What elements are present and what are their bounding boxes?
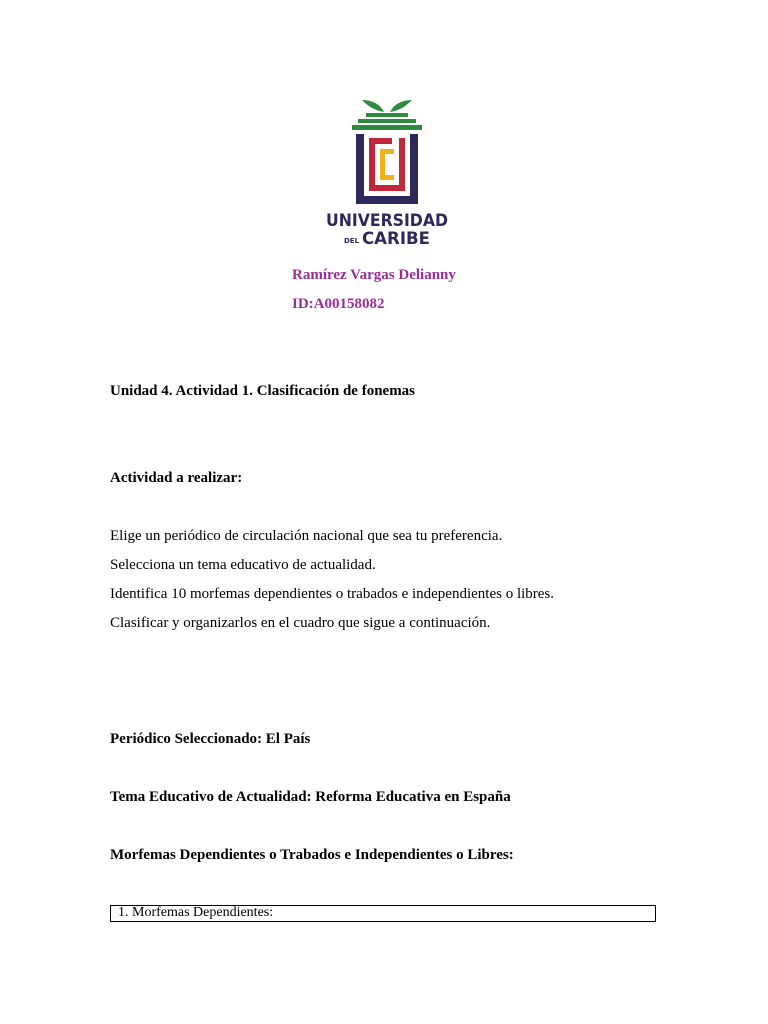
table-cell-dependent-morphemes: 1. Morfemas Dependientes: — [118, 905, 274, 920]
education-topic: Tema Educativo de Actualidad: Reforma Educativa en España — [110, 789, 511, 805]
author-name: Ramírez Vargas Delianny — [292, 267, 456, 283]
activity-heading: Actividad a realizar: — [110, 470, 243, 486]
instruction-line-2: Selecciona un tema educativo de actualidad. — [110, 557, 376, 573]
logo-roof-mid — [358, 119, 416, 123]
morphemes-table — [110, 905, 656, 922]
logo-leaf-left-icon — [362, 100, 384, 112]
logo-line1: UNIVERSIDAD — [326, 211, 448, 231]
instruction-line-4: Clasificar y organizarlos en el cuadro que sigue a continuación. — [110, 615, 491, 631]
newspaper-selected: Periódico Seleccionado: El País — [110, 731, 311, 747]
logo-line2-large: CARIBE — [362, 229, 430, 248]
author-id: ID:A00158082 — [292, 296, 385, 312]
instruction-line-3: Identifica 10 morfemas dependientes o trabados e independientes o libres. — [110, 586, 555, 602]
logo-c-yellow — [380, 149, 394, 180]
morphemes-heading: Morfemas Dependientes o Trabados e Independientes o Libres: — [110, 847, 514, 863]
logo-roof-top — [366, 113, 408, 117]
university-logo — [322, 98, 452, 248]
logo-leaf-right-icon — [390, 100, 412, 112]
logo-roof-bottom — [352, 125, 422, 130]
logo-frame-navy — [356, 134, 418, 204]
unit-title: Unidad 4. Actividad 1. Clasificación de fonemas — [110, 383, 416, 399]
logo-line2-small: DEL — [344, 237, 360, 245]
instruction-line-1: Elige un periódico de circulación nacional que sea tu preferencia. — [110, 528, 503, 544]
logo-frame-red — [369, 138, 405, 191]
